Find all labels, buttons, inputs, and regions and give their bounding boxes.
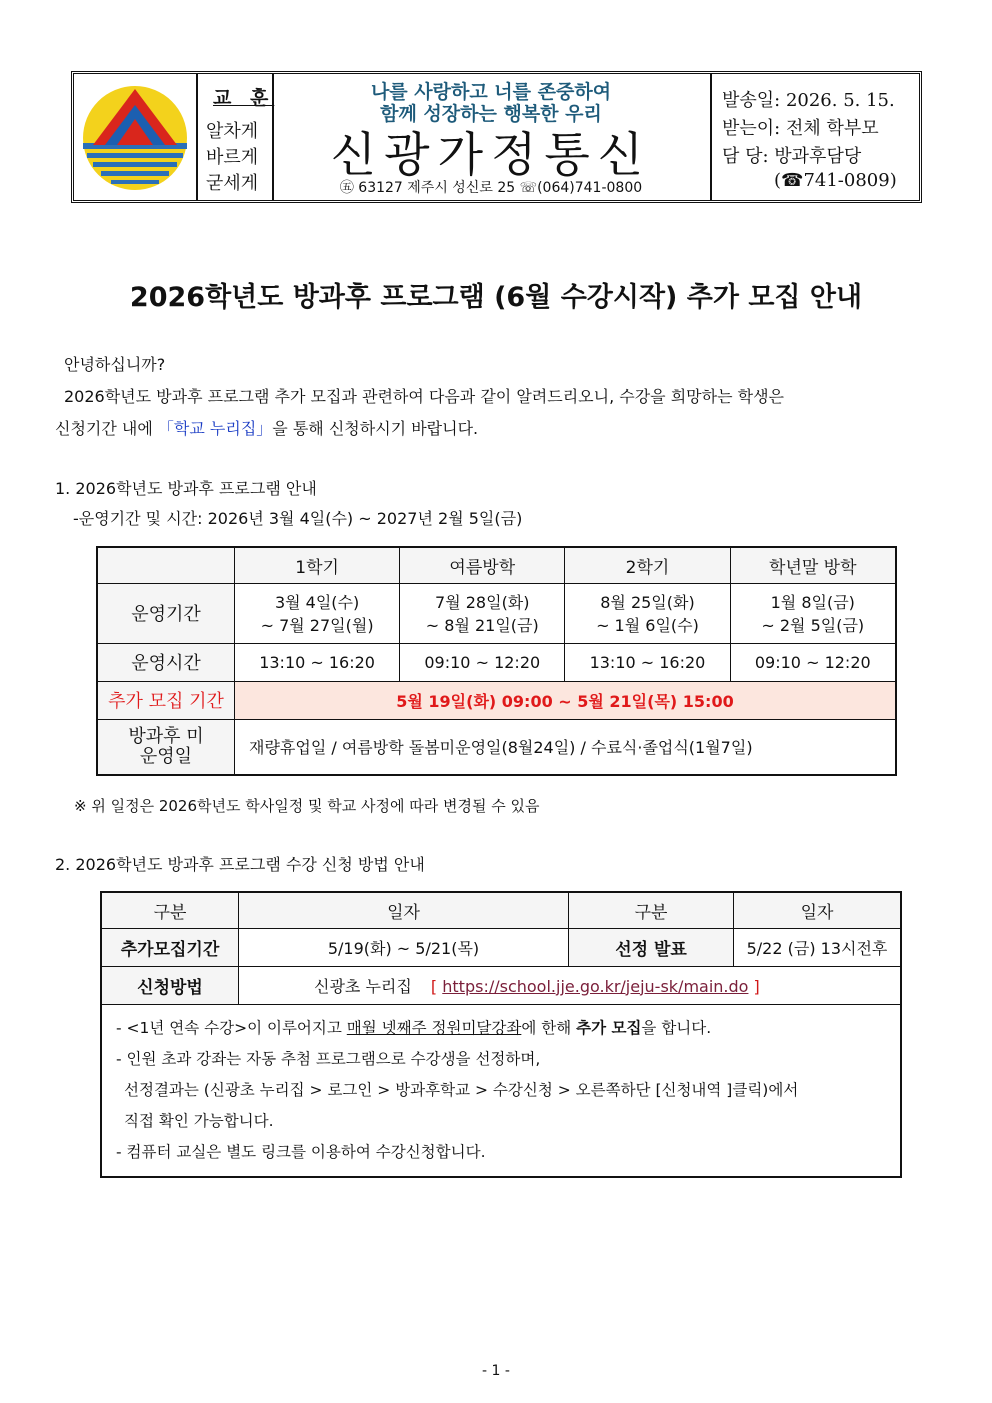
- period-cell: [730, 583, 896, 643]
- row-header: 선정 발표: [569, 928, 734, 966]
- period-end: ~ 8월 21일(금): [425, 616, 539, 635]
- col-header: 일자: [239, 892, 569, 928]
- note-underline: 매월 넷째주 정원미달강좌: [346, 1018, 522, 1037]
- newsletter-header: [71, 71, 922, 203]
- note-2: - 인원 초과 강좌는 자동 추첨 프로그램으로 수강생을 선정하며,: [116, 1049, 541, 1068]
- announce-date: 5/22 (금) 13시전후: [734, 928, 902, 966]
- method-text: 신광초 누리집: [314, 976, 412, 996]
- period-cell: [565, 583, 730, 643]
- time-cell: 13:10 ~ 16:20: [235, 643, 400, 681]
- period-end: ~ 2월 5일(금): [761, 616, 865, 635]
- notes-cell: [101, 1004, 901, 1177]
- method-cell: [239, 966, 902, 1004]
- closed-label-1: 방과후 미: [128, 725, 204, 747]
- bracket-open: [: [430, 976, 438, 996]
- schedule-note: ※ 위 일정은 2026학년도 학사일정 및 학교 사정에 따라 변경될 수 있음: [74, 797, 540, 815]
- school-website-link[interactable]: https://school.jje.go.kr/jeju-sk/main.do: [442, 976, 749, 996]
- intro-text: 신청기간 내에: [55, 419, 158, 438]
- section2-heading: 2. 2026학년도 방과후 프로그램 수강 신청 방법 안내: [55, 855, 425, 874]
- col-header: 2학기: [565, 547, 730, 583]
- period-end: ~ 7월 27일(월): [260, 616, 374, 635]
- row-header: 운영기간: [97, 583, 235, 643]
- col-header: 구분: [569, 892, 734, 928]
- schedule-table: [96, 546, 897, 776]
- closed-days: 재량휴업일 / 여름방학 돌봄미운영일(8월24일) / 수료식·졸업식(1월7일): [235, 719, 897, 775]
- header-divider: [196, 74, 198, 200]
- col-header: 학년말 방학: [730, 547, 896, 583]
- bracket-close: ]: [753, 976, 760, 996]
- period-cell: [400, 583, 565, 643]
- recipient: 받는이: 전체 학부모: [722, 118, 879, 139]
- note-1: [116, 1013, 886, 1044]
- period-start: 1월 8일(금): [770, 593, 855, 612]
- slogan-line1: 나를 사랑하고 너를 존중하여: [370, 81, 612, 103]
- note-text: 을 합니다.: [641, 1018, 712, 1037]
- col-header: 구분: [101, 892, 239, 928]
- contact-phone: (☎741-0809): [774, 170, 897, 191]
- period-end: ~ 1월 6일(수): [596, 616, 699, 635]
- closed-label-2: 운영일: [139, 745, 193, 767]
- recruit-label: 추가 모집 기간: [97, 681, 235, 719]
- intro-line1: 2026학년도 방과후 프로그램 추가 모집과 관련하여 다음과 같이 알려드리오니, 수강을 희망하는 학생은: [64, 387, 784, 406]
- note-3: 선정결과는 (신광초 누리집 > 로그인 > 방과후학교 > 수강신청 > 오른쪽하단 [신청내역 ]클릭)에서: [124, 1080, 799, 1099]
- motto-2: 바르게: [206, 147, 259, 168]
- note-text: - <1년 연속 수강>이 이루어지고: [116, 1018, 347, 1037]
- row-header: 신청방법: [101, 966, 239, 1004]
- row-header: 추가모집기간: [101, 928, 239, 966]
- page-number: - 1 -: [482, 1363, 510, 1379]
- row-header: [97, 719, 235, 775]
- contact-person: 담 당: 방과후담당: [722, 146, 862, 167]
- header-divider: [710, 74, 712, 200]
- period-start: 7월 28일(화): [435, 593, 530, 612]
- note-bold: 추가 모집: [576, 1018, 642, 1037]
- motto-3: 굳세게: [206, 173, 259, 194]
- col-header: 여름방학: [400, 547, 565, 583]
- period-start: 8월 25일(화): [600, 593, 695, 612]
- recruit-dates: 5/19(화) ~ 5/21(목): [239, 928, 569, 966]
- recruit-period: 5월 19일(화) 09:00 ~ 5월 21일(목) 15:00: [235, 681, 897, 719]
- col-header: 1학기: [235, 547, 400, 583]
- note-text: 에 한해: [521, 1018, 577, 1037]
- school-logo: [83, 83, 187, 193]
- greeting: 안녕하십니까?: [64, 355, 166, 374]
- time-cell: 09:10 ~ 12:20: [730, 643, 896, 681]
- intro-line2: [55, 414, 478, 443]
- school-address: ㊄ 63127 제주시 성신로 25 ☏(064)741-0800: [339, 180, 643, 196]
- note-5: - 컴퓨터 교실은 별도 링크를 이용하여 수강신청합니다.: [116, 1142, 486, 1161]
- col-header: 일자: [734, 892, 902, 928]
- period-start: 3월 4일(수): [274, 593, 360, 612]
- school-website-highlight: 「학교 누리집」: [157, 419, 273, 438]
- time-cell: 13:10 ~ 16:20: [565, 643, 730, 681]
- row-header: 운영시간: [97, 643, 235, 681]
- operation-period: -운영기간 및 시간: 2026년 3월 4일(수) ~ 2027년 2월 5일(금): [73, 509, 523, 528]
- note-4: 직접 확인 가능합니다.: [124, 1111, 274, 1130]
- newsletter-title: 신광가정통신: [330, 128, 652, 183]
- table-corner: [97, 547, 235, 583]
- sent-date: 발송일: 2026. 5. 15.: [722, 90, 895, 111]
- motto-1: 알차게: [206, 121, 259, 142]
- time-cell: 09:10 ~ 12:20: [400, 643, 565, 681]
- period-cell: [235, 583, 400, 643]
- motto-title: 교 훈: [213, 87, 275, 109]
- section1-heading: 1. 2026학년도 방과후 프로그램 안내: [55, 479, 317, 498]
- document-title: 2026학년도 방과후 프로그램 (6월 수강시작) 추가 모집 안내: [129, 282, 863, 313]
- intro-text: 을 통해 신청하시기 바랍니다.: [272, 419, 479, 438]
- application-table: [100, 891, 902, 1178]
- slogan-line2: 함께 성장하는 행복한 우리: [380, 103, 602, 125]
